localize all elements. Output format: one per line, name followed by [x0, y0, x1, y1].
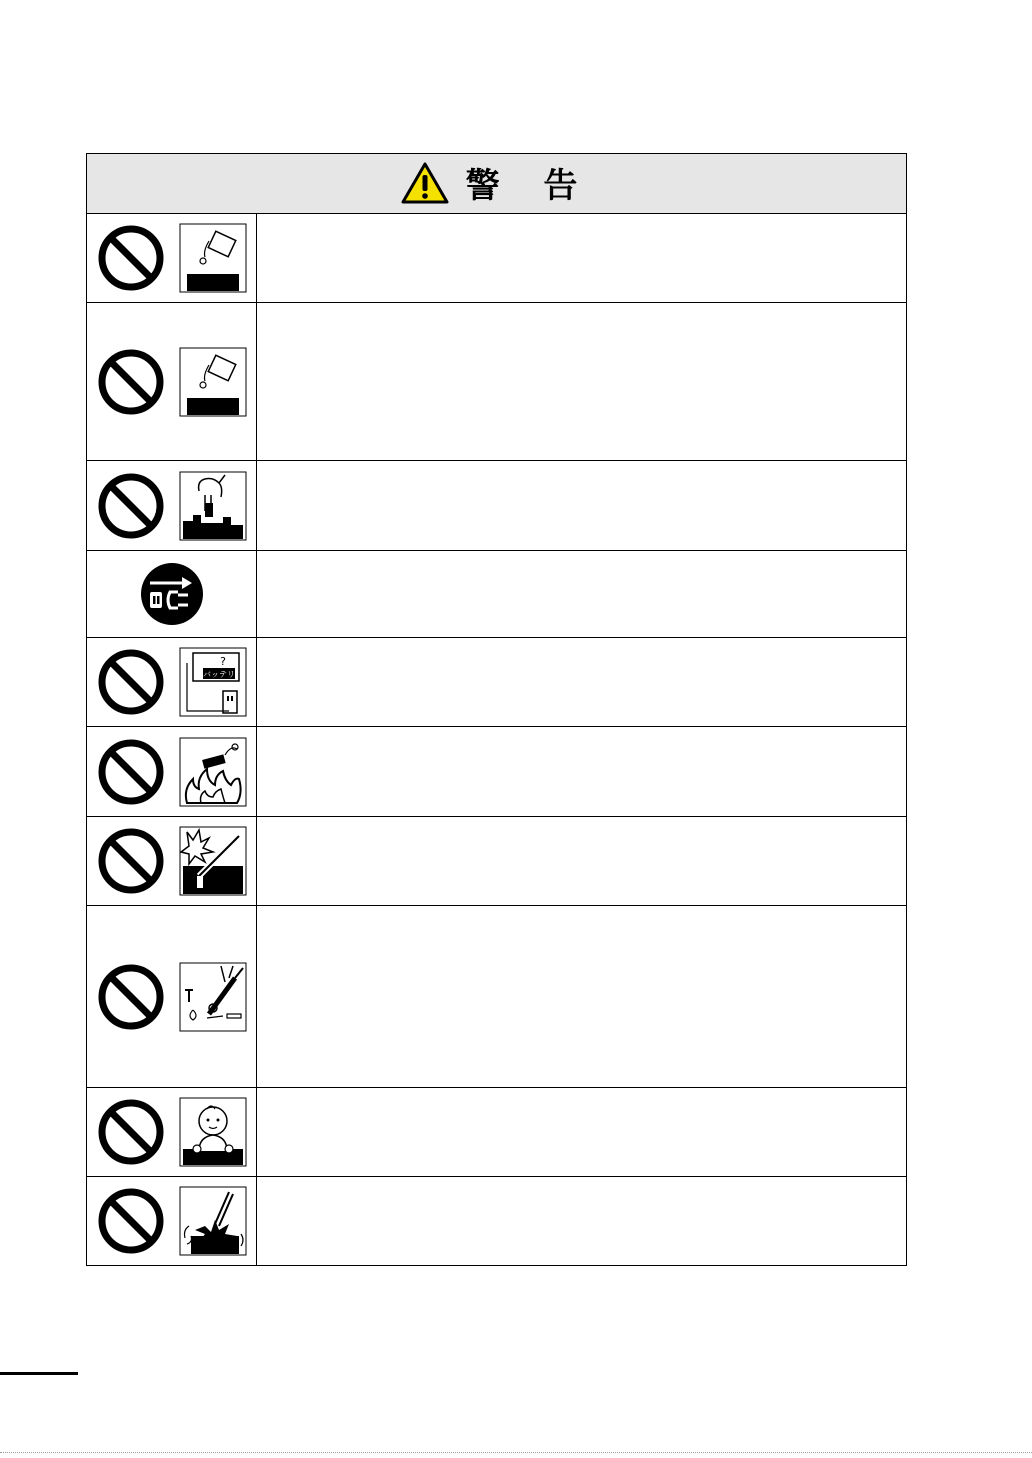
battery-label: バッテリ [202, 670, 235, 679]
warning-row [87, 817, 907, 906]
warning-text [257, 461, 907, 551]
unplug-icon [140, 562, 204, 626]
warning-row [87, 727, 907, 817]
warning-row [87, 1177, 907, 1266]
warning-row-icons [87, 727, 257, 817]
prohibition-icon [97, 648, 165, 716]
liquid-spill-icon [179, 223, 247, 293]
warning-row [87, 551, 907, 638]
warning-row [87, 638, 907, 727]
warning-row-icons [87, 551, 257, 638]
bottom-dotted-line [0, 1452, 1032, 1453]
battery-outlet-icon [179, 647, 247, 717]
warning-row-icons [87, 906, 257, 1088]
warning-row-icons [87, 214, 257, 303]
warning-row-icons [87, 1088, 257, 1177]
prohibition-icon [97, 738, 165, 806]
spark-short-circuit-icon [179, 826, 247, 896]
warning-text [257, 303, 907, 461]
warning-row-icons [87, 638, 257, 727]
warning-row-icons [87, 303, 257, 461]
liquid-spill-icon [179, 347, 247, 417]
warning-text [257, 906, 907, 1088]
prohibition-icon [97, 1187, 165, 1255]
warning-row-icons [87, 817, 257, 906]
svg-text:?: ? [219, 655, 226, 668]
warning-row-icons [87, 461, 257, 551]
warning-row [87, 1088, 907, 1177]
warning-text [257, 1088, 907, 1177]
prohibition-icon [97, 1098, 165, 1166]
child-icon [179, 1097, 247, 1167]
warning-text [257, 638, 907, 727]
warning-text [257, 817, 907, 906]
warning-header [87, 154, 907, 214]
warning-row [87, 461, 907, 551]
warning-text [257, 1177, 907, 1266]
warning-row [87, 906, 907, 1088]
prohibition-icon [97, 348, 165, 416]
warning-text [257, 727, 907, 817]
warning-text [257, 214, 907, 303]
warning-row [87, 214, 907, 303]
warning-table [86, 153, 907, 1266]
battery-fire-icon [179, 737, 247, 807]
impact-icon [179, 1186, 247, 1256]
warning-title: 警 告 [465, 166, 594, 207]
warning-header-row [87, 154, 907, 214]
prohibition-icon [97, 472, 165, 540]
warning-row [87, 303, 907, 461]
footer-rule [0, 1372, 78, 1375]
disassembly-tools-icon [179, 962, 247, 1032]
prohibition-icon [97, 963, 165, 1031]
prohibition-icon [97, 224, 165, 292]
warning-text [257, 551, 907, 638]
warning-row-icons [87, 1177, 257, 1266]
caution-triangle-icon [400, 161, 450, 205]
hand-touch-icon [179, 471, 247, 541]
prohibition-icon [97, 827, 165, 895]
